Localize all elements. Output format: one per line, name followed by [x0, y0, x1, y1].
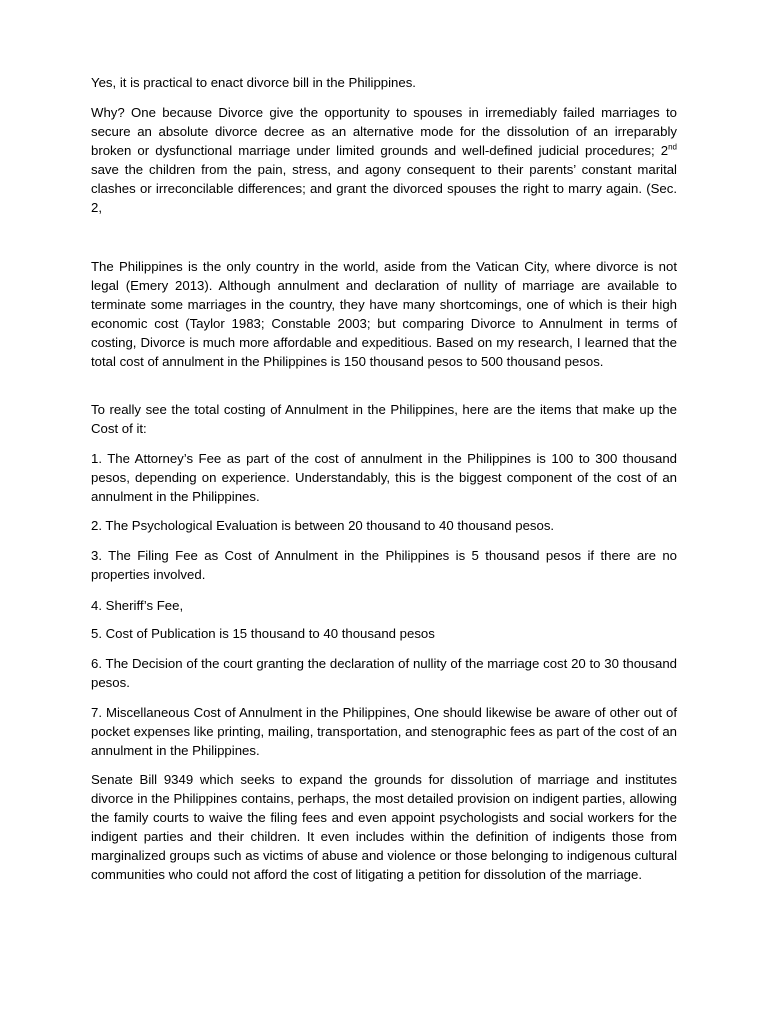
intro-paragraph: Yes, it is practical to enact divorce bill in the Philippines.: [91, 75, 416, 90]
ordinal-superscript: nd: [668, 142, 677, 152]
senate-bill-paragraph: Senate Bill 9349 which seeks to expand the grounds for dissolution of marriage and institutes divorce in the Philippines contains, perhaps, the most detailed provision on indigent parties, allowing the family courts to waive the filing fees and even appoint psychologists and social workers for the indigent parties and their children. It even includes within the definition of indigents those from marginalized groups such as victims of abuse and violence or those belonging to indigenous cultural communities who could not afford the cost of litigating a petition for dissolution of the marriage.: [91, 772, 677, 882]
why-text-end: save the children from the pain, stress, and agony consequent to their parents’ constant marital clashes or irreconcilable differences; and grant the divorced spouses the right to marry again. (Sec. 2,: [91, 162, 677, 215]
cost-item: 6. The Decision of the court granting the declaration of nullity of the marriage cost 20 to 30 thousand pesos.: [91, 656, 677, 690]
why-paragraph: [91, 103, 677, 217]
country-paragraph: The Philippines is the only country in the world, aside from the Vatican City, where divorce is not legal (Emery 2013). Although annulment and declaration of nullity of marriage are available to terminate some marriages in the country, they have many shortcomings, one of which is their high economic cost (Taylor 1983; Constable 2003; but comparing Divorce to Annulment in terms of costing, Divorce is much more affordable and expeditious. Based on my research, I learned that the total cost of annulment in the Philippines is 150 thousand pesos to 500 thousand pesos.: [91, 259, 677, 369]
cost-item: 1. The Attorney’s Fee as part of the cost of annulment in the Philippines is 100 to 300 thousand pesos, depending on experience. Understandably, this is the biggest component of the cost of an annulment in the Philippines.: [91, 451, 677, 504]
cost-item: 3. The Filing Fee as Cost of Annulment in the Philippines is 5 thousand pesos if there are no properties involved.: [91, 548, 677, 582]
cost-item: 7. Miscellaneous Cost of Annulment in the Philippines, One should likewise be aware of other out of pocket expenses like printing, mailing, transportation, and stenographic fees as part of the cost of an annulment in the Philippines.: [91, 705, 677, 758]
cost-intro-paragraph: To really see the total costing of Annulment in the Philippines, here are the items that make up the Cost of it:: [91, 402, 677, 436]
why-text-start: Why? One because Divorce give the opportunity to spouses in irremediably failed marriages to secure an absolute divorce decree as an alternative mode for the dissolution of an irreparably broken or dysfunctional marriage under limited grounds and well-defined judicial procedures; 2: [91, 105, 677, 158]
cost-item: 4. Sheriff’s Fee,: [91, 598, 184, 613]
cost-item: 5. Cost of Publication is 15 thousand to 40 thousand pesos: [91, 626, 435, 641]
cost-item: 2. The Psychological Evaluation is between 20 thousand to 40 thousand pesos.: [91, 518, 555, 533]
